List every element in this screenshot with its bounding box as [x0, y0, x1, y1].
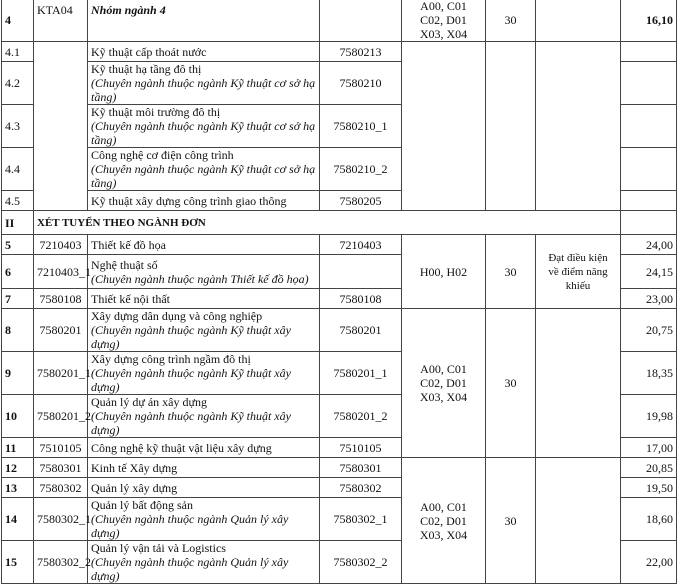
row-note: (Chuyên ngành thuộc ngành Kỹ thuật cơ sở hạ tầng): [91, 119, 316, 147]
note-cell: [536, 235, 621, 309]
combination-line: X03, X04: [419, 527, 468, 542]
table-row: [2, 458, 677, 478]
combination-line: C02, D01: [420, 513, 467, 528]
row-stt: 4.3: [2, 105, 34, 148]
row-code: 7580108: [34, 289, 88, 309]
row-name: Xây dựng công trình ngầm đô thị: [91, 352, 251, 366]
row-major-code: 7580210: [320, 62, 402, 105]
table-row: [2, 0, 677, 42]
row-major-code: 7580108: [320, 289, 402, 309]
section-title: XÉT TUYỂN THEO NGÀNH ĐƠN: [34, 211, 621, 235]
row-major-code: 7580301: [320, 458, 402, 478]
row-name: Kỹ thuật hạ tầng đô thị: [91, 62, 202, 76]
combination-cell: [402, 0, 486, 42]
row-score: 20,85: [621, 458, 677, 478]
row-code: 7580201_1: [34, 352, 88, 395]
quota-cell: [486, 42, 536, 211]
row-name: Nhóm ngành 4: [88, 0, 320, 42]
row-score: 19,98: [621, 395, 677, 438]
section-row: [2, 211, 677, 235]
row-score: 19,50: [621, 478, 677, 498]
row-name: Thiết kế đồ họa: [88, 235, 320, 255]
row-score: [621, 148, 677, 191]
row-major-code: [320, 0, 402, 42]
row-name: Thiết kế nội thất: [88, 289, 320, 309]
row-stt: 5: [2, 235, 34, 255]
row-score: [621, 62, 677, 105]
quota-cell: 30: [486, 458, 536, 584]
quota-cell: 30: [486, 235, 536, 309]
row-name: Kinh tế Xây dựng: [88, 458, 320, 478]
row-code: 7580302_1: [34, 498, 88, 541]
row-code: 7210403_1: [34, 255, 88, 289]
row-note: (Chuyên ngành thuộc ngành Kỹ thuật cơ sở hạ tầng): [91, 76, 316, 104]
row-code: 7580301: [34, 458, 88, 478]
row-stt: 4: [2, 0, 34, 42]
admission-score-table: [1, 0, 677, 584]
row-code: [34, 42, 88, 211]
note-line: về điểm năng khiếu: [548, 265, 608, 292]
row-name-cell: [88, 255, 320, 289]
row-name-cell: [88, 498, 320, 541]
combination-cell: [402, 458, 486, 584]
combination-line: X03, X04: [419, 390, 468, 404]
row-score: [621, 191, 677, 211]
row-note: (Chuyên ngành thuộc ngành Thiết kế đồ họa): [91, 271, 309, 286]
row-score: [621, 105, 677, 148]
row-code: KTA04: [34, 0, 88, 42]
row-code: 7210403: [34, 235, 88, 255]
row-code: 7580201_2: [34, 395, 88, 438]
combination-cell: [402, 309, 486, 458]
row-code: 7580302_2: [34, 541, 88, 584]
row-note: (Chuyên ngành thuộc ngành Kỹ thuật cơ sở hạ tầng): [91, 162, 316, 190]
row-name-cell: [88, 309, 320, 352]
row-stt: 4.2: [2, 62, 34, 105]
row-note: (Chuyên ngành thuộc ngành Quản lý xây dựng): [91, 512, 289, 540]
note-cell: [536, 0, 621, 42]
quota-cell: 30: [486, 309, 536, 458]
note-cell: [536, 309, 621, 458]
row-stt: 4.5: [2, 191, 34, 211]
row-name: Xây dựng dân dụng và công nghiệp: [91, 309, 263, 323]
row-stt: 6: [2, 255, 34, 289]
row-note: (Chuyên ngành thuộc ngành Quản lý xây dựng): [91, 555, 289, 583]
table-row: [2, 42, 677, 62]
row-name: Kỹ thuật môi trường đô thị: [91, 105, 221, 119]
row-name-cell: [88, 395, 320, 438]
table-row: [2, 235, 677, 255]
row-score: 17,00: [621, 438, 677, 458]
row-name-cell: [88, 352, 320, 395]
row-name: Công nghệ kỹ thuật vật liệu xây dựng: [88, 438, 320, 458]
combination-line: C02, D01: [420, 376, 467, 390]
row-name: Quản lý vận tải và Logistics: [91, 541, 226, 555]
row-major-code: 7580201_2: [320, 395, 402, 438]
row-score: 18,60: [621, 498, 677, 541]
row-note: (Chuyên ngành thuộc ngành Kỹ thuật xây dựng): [91, 409, 291, 437]
row-name-cell: [88, 105, 320, 148]
row-score: [621, 42, 677, 62]
row-stt: 4.1: [2, 42, 34, 62]
row-major-code: 7580205: [320, 191, 402, 211]
row-major-code: 7580201: [320, 309, 402, 352]
combination-line: C02, D01: [420, 13, 467, 27]
combination-line: A00, C01: [420, 362, 467, 376]
row-major-code: 7580210_2: [320, 148, 402, 191]
row-stt: 9: [2, 352, 34, 395]
row-code: 7580201: [34, 309, 88, 352]
row-stt: 13: [2, 478, 34, 498]
combination-cell: H00, H02: [402, 235, 486, 309]
note-cell: [536, 42, 621, 211]
row-name: Quản lý bất động sản: [91, 498, 193, 512]
row-name: Kỹ thuật cấp thoát nước: [88, 42, 320, 62]
combination-line: A00, C01: [420, 499, 467, 514]
row-stt: 4.4: [2, 148, 34, 191]
row-score: 24,00: [621, 235, 677, 255]
row-major-code: 7580210_1: [320, 105, 402, 148]
row-stt: 8: [2, 309, 34, 352]
row-score: 16,10: [621, 0, 677, 42]
quota-cell: 30: [486, 0, 536, 42]
row-name: Quản lý dự án xây dựng: [91, 395, 207, 409]
row-code: 7580302: [34, 478, 88, 498]
row-major-code: 7580201_1: [320, 352, 402, 395]
row-score: 22,00: [621, 541, 677, 584]
note-cell: [536, 458, 621, 584]
section-number: II: [2, 211, 34, 235]
row-note: (Chuyên ngành thuộc ngành Kỹ thuật xây dựng): [91, 366, 291, 394]
row-stt: 10: [2, 395, 34, 438]
combination-line: X03, X04: [419, 27, 468, 41]
row-major-code: 7580302_2: [320, 541, 402, 584]
row-code: 7510105: [34, 438, 88, 458]
row-name: Kỹ thuật xây dựng công trình giao thông: [88, 191, 320, 211]
row-name: Công nghệ cơ điện công trình: [91, 148, 234, 162]
row-name: Quản lý xây dựng: [88, 478, 320, 498]
table-row: [2, 309, 677, 352]
row-major-code: 7510105: [320, 438, 402, 458]
row-major-code: 7580213: [320, 42, 402, 62]
row-note: (Chuyên ngành thuộc ngành Kỹ thuật xây dựng): [91, 323, 291, 351]
row-major-code: 7580302_1: [320, 498, 402, 541]
row-stt: 7: [2, 289, 34, 309]
row-stt: 12: [2, 458, 34, 478]
row-stt: 15: [2, 541, 34, 584]
combination-line: A00, C01: [420, 0, 467, 13]
row-major-code: 7580302: [320, 478, 402, 498]
row-name-cell: [88, 541, 320, 584]
row-name-cell: [88, 148, 320, 191]
row-score: 20,75: [621, 309, 677, 352]
row-score: 24,15: [621, 255, 677, 289]
note-line: Đạt điều kiện: [548, 251, 608, 264]
row-major-code: [320, 255, 402, 289]
row-score: 23,00: [621, 289, 677, 309]
row-name: Nghệ thuật số: [91, 257, 158, 272]
row-stt: 11: [2, 438, 34, 458]
combination-cell: [402, 42, 486, 211]
row-name-cell: [88, 62, 320, 105]
row-stt: 14: [2, 498, 34, 541]
row-score: 18,35: [621, 352, 677, 395]
row-major-code: 7210403: [320, 235, 402, 255]
row-score: [621, 211, 677, 235]
